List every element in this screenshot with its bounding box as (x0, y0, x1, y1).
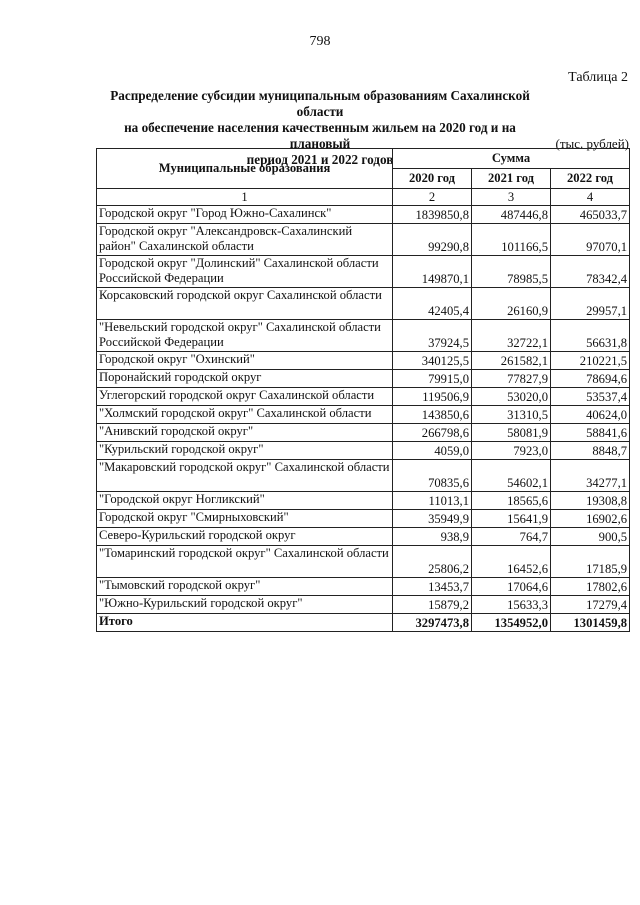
municipality-name: "Анивский городской округ" (97, 424, 393, 442)
municipality-name: "Макаровский городской округ" Сахалинской области (97, 460, 393, 492)
total-2020: 3297473,8 (393, 614, 472, 632)
table-row (97, 406, 630, 424)
table-row (97, 424, 630, 442)
table-row (97, 546, 630, 578)
value-2020: 4059,0 (393, 442, 472, 460)
table-label: Таблица 2 (568, 70, 628, 85)
value-2021: 17064,6 (472, 578, 551, 596)
value-2020: 99290,8 (393, 224, 472, 256)
value-2021: 58081,9 (472, 424, 551, 442)
value-2022: 58841,6 (551, 424, 630, 442)
header-municipalities: Муниципальные образования (97, 149, 393, 189)
title-line: на обеспечение населения качественным жильем на 2020 год и на плановый (124, 120, 516, 151)
table-row (97, 510, 630, 528)
value-2020: 266798,6 (393, 424, 472, 442)
municipality-name: "Томаринский городской округ" Сахалинской области (97, 546, 393, 578)
municipality-name: Городской округ "Охинский" (97, 352, 393, 370)
header-year-2021: 2021 год (472, 169, 551, 189)
value-2021: 26160,9 (472, 288, 551, 320)
value-2022: 40624,0 (551, 406, 630, 424)
header-year-2022: 2022 год (551, 169, 630, 189)
table-row (97, 206, 630, 224)
table-row (97, 388, 630, 406)
municipality-name: Городской округ "Город Южно-Сахалинск" (97, 206, 393, 224)
municipality-name: "Южно-Курильский городской округ" (97, 596, 393, 614)
value-2020: 119506,9 (393, 388, 472, 406)
value-2021: 77827,9 (472, 370, 551, 388)
value-2020: 70835,6 (393, 460, 472, 492)
value-2021: 32722,1 (472, 320, 551, 352)
value-2021: 15641,9 (472, 510, 551, 528)
value-2020: 1839850,8 (393, 206, 472, 224)
page-number: 798 (309, 34, 331, 49)
total-row (97, 614, 630, 632)
value-2020: 37924,5 (393, 320, 472, 352)
value-2020: 79915,0 (393, 370, 472, 388)
value-2021: 764,7 (472, 528, 551, 546)
total-2022: 1301459,8 (551, 614, 630, 632)
table-row (97, 370, 630, 388)
title-line: Распределение субсидии муниципальным образованиям Сахалинской области (110, 88, 530, 119)
value-2021: 53020,0 (472, 388, 551, 406)
value-2021: 487446,8 (472, 206, 551, 224)
value-2021: 54602,1 (472, 460, 551, 492)
table-row (97, 596, 630, 614)
value-2021: 261582,1 (472, 352, 551, 370)
value-2020: 35949,9 (393, 510, 472, 528)
value-2022: 17802,6 (551, 578, 630, 596)
value-2020: 340125,5 (393, 352, 472, 370)
value-2021: 101166,5 (472, 224, 551, 256)
value-2022: 53537,4 (551, 388, 630, 406)
municipality-name: "Холмский городской округ" Сахалинской области (97, 406, 393, 424)
value-2022: 17279,4 (551, 596, 630, 614)
value-2021: 16452,6 (472, 546, 551, 578)
value-2022: 900,5 (551, 528, 630, 546)
municipality-name: Северо-Курильский городской округ (97, 528, 393, 546)
table-row (97, 442, 630, 460)
value-2022: 97070,1 (551, 224, 630, 256)
municipality-name: "Курильский городской округ" (97, 442, 393, 460)
value-2021: 31310,5 (472, 406, 551, 424)
value-2022: 56631,8 (551, 320, 630, 352)
header-year-2020: 2020 год (393, 169, 472, 189)
value-2022: 29957,1 (551, 288, 630, 320)
value-2022: 210221,5 (551, 352, 630, 370)
value-2020: 938,9 (393, 528, 472, 546)
column-number: 1 (97, 189, 393, 206)
municipality-name: Углегорский городской округ Сахалинской области (97, 388, 393, 406)
column-number: 2 (393, 189, 472, 206)
units-note: (тыс. рублей) (555, 136, 629, 151)
table-row (97, 528, 630, 546)
table-row (97, 256, 630, 288)
table-row (97, 288, 630, 320)
column-number: 4 (551, 189, 630, 206)
value-2020: 42405,4 (393, 288, 472, 320)
value-2022: 19308,8 (551, 492, 630, 510)
header-sum: Сумма (393, 149, 630, 169)
value-2020: 143850,6 (393, 406, 472, 424)
total-label: Итого (97, 614, 393, 632)
municipality-name: "Невельский городской округ" Сахалинской области Российской Федерации (97, 320, 393, 352)
value-2020: 15879,2 (393, 596, 472, 614)
municipality-name: Поронайский городской округ (97, 370, 393, 388)
municipality-name: "Городской округ Ногликский" (97, 492, 393, 510)
table-row (97, 460, 630, 492)
subsidy-table (96, 148, 630, 632)
table-row (97, 224, 630, 256)
value-2022: 465033,7 (551, 206, 630, 224)
table-row (97, 578, 630, 596)
value-2020: 13453,7 (393, 578, 472, 596)
table-row (97, 320, 630, 352)
total-2021: 1354952,0 (472, 614, 551, 632)
value-2021: 18565,6 (472, 492, 551, 510)
value-2021: 15633,3 (472, 596, 551, 614)
value-2020: 11013,1 (393, 492, 472, 510)
table-row (97, 352, 630, 370)
value-2022: 78694,6 (551, 370, 630, 388)
table-row (97, 492, 630, 510)
municipality-name: Городской округ "Долинский" Сахалинской области Российской Федерации (97, 256, 393, 288)
value-2022: 8848,7 (551, 442, 630, 460)
municipality-name: Корсаковский городской округ Сахалинской области (97, 288, 393, 320)
value-2020: 149870,1 (393, 256, 472, 288)
value-2021: 7923,0 (472, 442, 551, 460)
value-2020: 25806,2 (393, 546, 472, 578)
municipality-name: Городской округ "Александровск-Сахалинский район" Сахалинской области (97, 224, 393, 256)
value-2022: 17185,9 (551, 546, 630, 578)
column-number: 3 (472, 189, 551, 206)
value-2022: 34277,1 (551, 460, 630, 492)
value-2022: 16902,6 (551, 510, 630, 528)
value-2022: 78342,4 (551, 256, 630, 288)
municipality-name: Городской округ "Смирныховский" (97, 510, 393, 528)
value-2021: 78985,5 (472, 256, 551, 288)
title-line: период 2021 и 2022 годов (246, 152, 394, 167)
municipality-name: "Тымовский городской округ" (97, 578, 393, 596)
